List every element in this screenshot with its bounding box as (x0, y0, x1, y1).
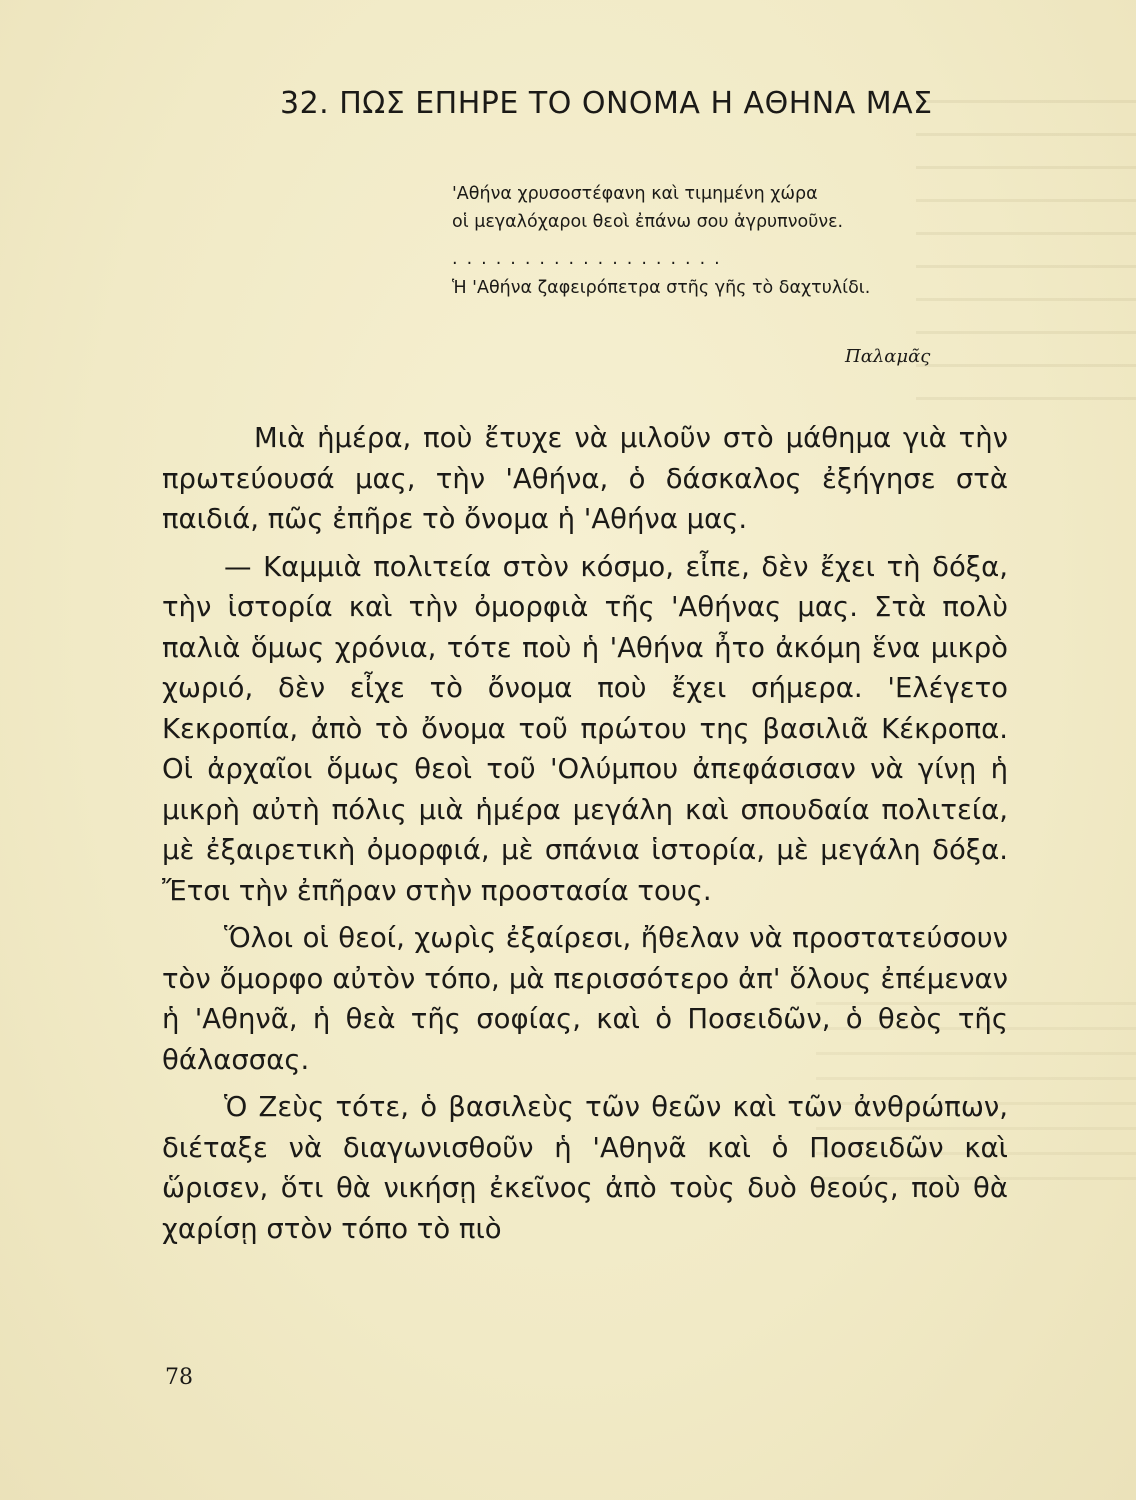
page-number: 78 (165, 1365, 193, 1390)
epigraph-line: Ἡ 'Αθήνα ζαφειρόπετρα στῆς γῆς τὸ δαχτυλίδι. (452, 278, 871, 298)
epigraph-line: οἱ μεγαλόχαροι θεοὶ ἐπάνω σου ἀγρυπνοῦνε. (452, 212, 844, 232)
chapter-title: 32. ΠΩΣ ΕΠΗΡΕ ΤΟ ΟΝΟΜΑ Η ΑΘΗΝΑ ΜΑΣ (280, 86, 933, 121)
epigraph (452, 180, 1072, 302)
epigraph-line: 'Αθήνα χρυσοστέφανη καὶ τιμημένη χώρα (452, 184, 818, 204)
paragraph: — Καμμιὰ πολιτεία στὸν κόσμο, εἶπε, δὲν ἔχει τὴ δόξα, τὴν ἱστορία καὶ τὴν ὀμορφιὰ τῆς 'Αθήνας μας. Στὰ πολὺ παλιὰ ὅμως χρόνια, τότε ποὺ ἡ 'Αθήνα ἦτο ἀκόμη ἕνα μικρὸ χωριό, δὲν εἶχε τὸ ὄνομα ποὺ ἔχει σήμερα. 'Ελέγετο Κεκροπία, ἀπὸ τὸ ὄνομα τοῦ πρώτου της βασιλιᾶ Κέκροπα. Οἱ ἀρχαῖοι ὅμως θεοὶ τοῦ 'Ολύμπου ἀπεφάσισαν νὰ γίνῃ ἡ μικρὴ αὐτὴ πόλις μιὰ ἡμέρα μεγάλη καὶ σπουδαία πολιτεία, μὲ ἐξαιρετικὴ ὀμορφιά, μὲ σπάνια ἱστορία, μὲ μεγάλη δόξα. Ἔτσι τὴν ἐπῆραν στὴν προστασία τους. (162, 550, 1008, 907)
epigraph-ellipsis: ................... (452, 249, 729, 269)
epigraph-author: Παλαμᾶς (845, 346, 931, 367)
paragraph: Ὅλοι οἱ θεοί, χωρὶς ἐξαίρεσι, ἤθελαν νὰ προστατεύσουν τὸν ὄμορφο αὐτὸν τόπο, μὰ περισσότερο ἀπ' ὅλους ἐπέμεναν ἡ 'Αθηνᾶ, ἡ θεὰ τῆς σοφίας, καὶ ὁ Ποσειδῶν, ὁ θεὸς τῆς θάλασσας. (162, 922, 1008, 1076)
body-text (162, 418, 1008, 1249)
paragraph: Ὁ Ζεὺς τότε, ὁ βασιλεὺς τῶν θεῶν καὶ τῶν ἀνθρώπων, διέταξε νὰ διαγωνισθοῦν ἡ 'Αθηνᾶ καὶ ὁ Ποσειδῶν καὶ ὥρισεν, ὅτι θὰ νικήσῃ ἐκεῖνος ἀπὸ τοὺς δυὸ θεούς, ποὺ θὰ χαρίσῃ στὸν τόπο τὸ πιὸ (162, 1091, 1008, 1245)
paragraph: Μιὰ ἡμέρα, ποὺ ἔτυχε νὰ μιλοῦν στὸ μάθημα γιὰ τὴν πρωτεύουσά μας, τὴν 'Αθήνα, ὁ δάσκαλος ἐξήγησε στὰ παιδιά, πῶς ἐπῆρε τὸ ὄνομα ἡ 'Αθήνα μας. (162, 422, 1008, 535)
